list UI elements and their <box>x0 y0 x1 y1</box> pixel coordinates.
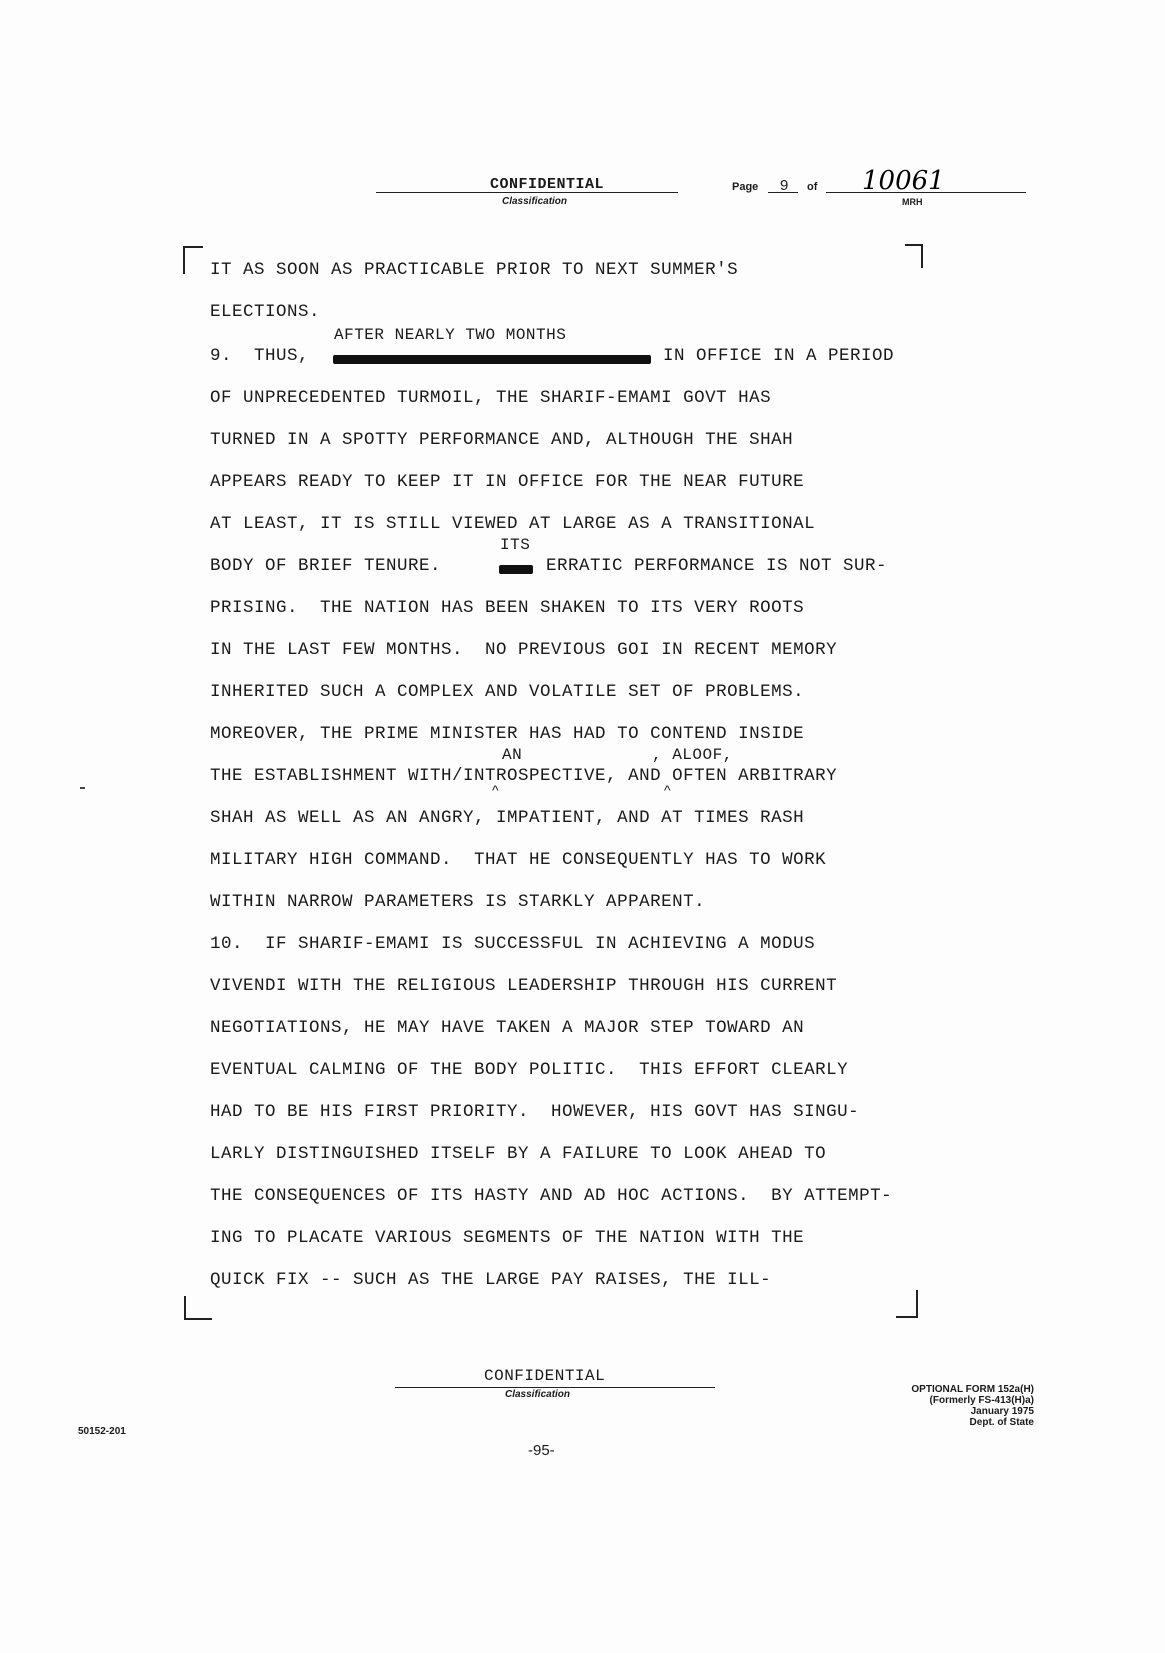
body-line-1: IT AS SOON AS PRACTICABLE PRIOR TO NEXT SUMMER'S <box>210 260 739 280</box>
insertion-aloof: , ALOOF, <box>652 746 733 764</box>
body-line-16: WITHIN NARROW PARAMETERS IS STARKLY APPARENT. <box>210 892 706 912</box>
body-line-23: THE CONSEQUENCES OF ITS HASTY AND AD HOC ACTIONS. BY ATTEMPT- <box>210 1186 893 1206</box>
struck-out-text <box>333 350 651 368</box>
body-line-10: IN THE LAST FEW MONTHS. NO PREVIOUS GOI IN RECENT MEMORY <box>210 640 838 660</box>
body-line-25: QUICK FIX -- SUCH AS THE LARGE PAY RAISES, THE ILL- <box>210 1270 772 1290</box>
header-page-label: Page <box>732 181 759 193</box>
body-line-6: APPEARS READY TO KEEP IT IN OFFICE FOR THE NEAR FUTURE <box>210 472 805 492</box>
body-line-4: OF UNPRECEDENTED TURMOIL, THE SHARIF-EMAMI GOVT HAS <box>210 388 772 408</box>
footer-classification-caption: Classification <box>505 1389 571 1400</box>
insertion-an: AN <box>502 746 523 764</box>
footer-form-info <box>862 1384 1034 1428</box>
bottom-right-bracket <box>896 1290 918 1318</box>
footer-form-line-1: OPTIONAL FORM 152a(H) <box>911 1384 1034 1395</box>
header-page-number: 9 <box>780 177 789 194</box>
body-line-20: EVENTUAL CALMING OF THE BODY POLITIC. THIS EFFORT CLEARLY <box>210 1060 849 1080</box>
body-line-12: MOREOVER, THE PRIME MINISTER HAS HAD TO CONTEND INSIDE <box>210 724 805 744</box>
body-line-14: SHAH AS WELL AS AN ANGRY, IMPATIENT, AND AT TIMES RASH <box>210 808 805 828</box>
footer-form-line-3: January 1975 <box>970 1406 1034 1417</box>
body-line-22: LARLY DISTINGUISHED ITSELF BY A FAILURE TO LOOK AHEAD TO <box>210 1144 827 1164</box>
insertion-caret-2: ^ <box>664 782 671 798</box>
header-classification: CONFIDENTIAL <box>490 176 605 193</box>
footer-page-number: -95- <box>528 1442 555 1459</box>
top-right-bracket <box>905 244 923 268</box>
insertion-after-nearly-two-months: AFTER NEARLY TWO MONTHS <box>334 326 567 344</box>
body-line-17: 10. IF SHARIF-EMAMI IS SUCCESSFUL IN ACHIEVING A MODUS <box>210 934 816 954</box>
top-left-bracket <box>183 246 203 274</box>
margin-mark <box>80 787 85 789</box>
body-line-7: AT LEAST, IT IS STILL VIEWED AT LARGE AS A TRANSITIONAL <box>210 514 816 534</box>
struck-out-the <box>499 560 533 578</box>
body-line-8-start: BODY OF BRIEF TENURE. <box>210 556 442 576</box>
body-line-3-end: IN OFFICE IN A PERIOD <box>663 346 895 366</box>
footer-form-line-4: Dept. of State <box>969 1417 1034 1428</box>
header-message-number: 10061 <box>862 166 945 196</box>
bottom-left-bracket <box>184 1296 212 1320</box>
footer-classification: CONFIDENTIAL <box>484 1367 606 1385</box>
insertion-its: ITS <box>500 536 531 554</box>
footer-form-line-2: (Formerly FS-413(H)a) <box>929 1395 1034 1406</box>
header-of-label: of <box>807 181 818 193</box>
body-line-13: THE ESTABLISHMENT WITH/INTROSPECTIVE, AND OFTEN ARBITRARY <box>210 766 838 786</box>
body-line-11: INHERITED SUCH A COMPLEX AND VOLATILE SET OF PROBLEMS. <box>210 682 805 702</box>
footer-classification-rule <box>395 1387 715 1388</box>
header-classification-caption: Classification <box>502 196 568 207</box>
body-line-21: HAD TO BE HIS FIRST PRIORITY. HOWEVER, HIS GOVT HAS SINGU- <box>210 1102 860 1122</box>
body-line-8-end: ERRATIC PERFORMANCE IS NOT SUR- <box>546 556 888 576</box>
body-line-19: NEGOTIATIONS, HE MAY HAVE TAKEN A MAJOR STEP TOWARD AN <box>210 1018 805 1038</box>
body-line-5: TURNED IN A SPOTTY PERFORMANCE AND, ALTHOUGH THE SHAH <box>210 430 794 450</box>
body-line-3-start: 9. THUS, <box>210 346 310 366</box>
insertion-caret-1: ^ <box>492 782 499 798</box>
header-initials: MRH <box>902 197 923 207</box>
body-line-9: PRISING. THE NATION HAS BEEN SHAKEN TO ITS VERY ROOTS <box>210 598 805 618</box>
body-line-18: VIVENDI WITH THE RELIGIOUS LEADERSHIP THROUGH HIS CURRENT <box>210 976 838 996</box>
body-line-15: MILITARY HIGH COMMAND. THAT HE CONSEQUENTLY HAS TO WORK <box>210 850 827 870</box>
footer-stock-number: 50152-201 <box>78 1426 126 1437</box>
body-line-2: ELECTIONS. <box>210 302 321 322</box>
body-line-24: ING TO PLACATE VARIOUS SEGMENTS OF THE NATION WITH THE <box>210 1228 805 1248</box>
